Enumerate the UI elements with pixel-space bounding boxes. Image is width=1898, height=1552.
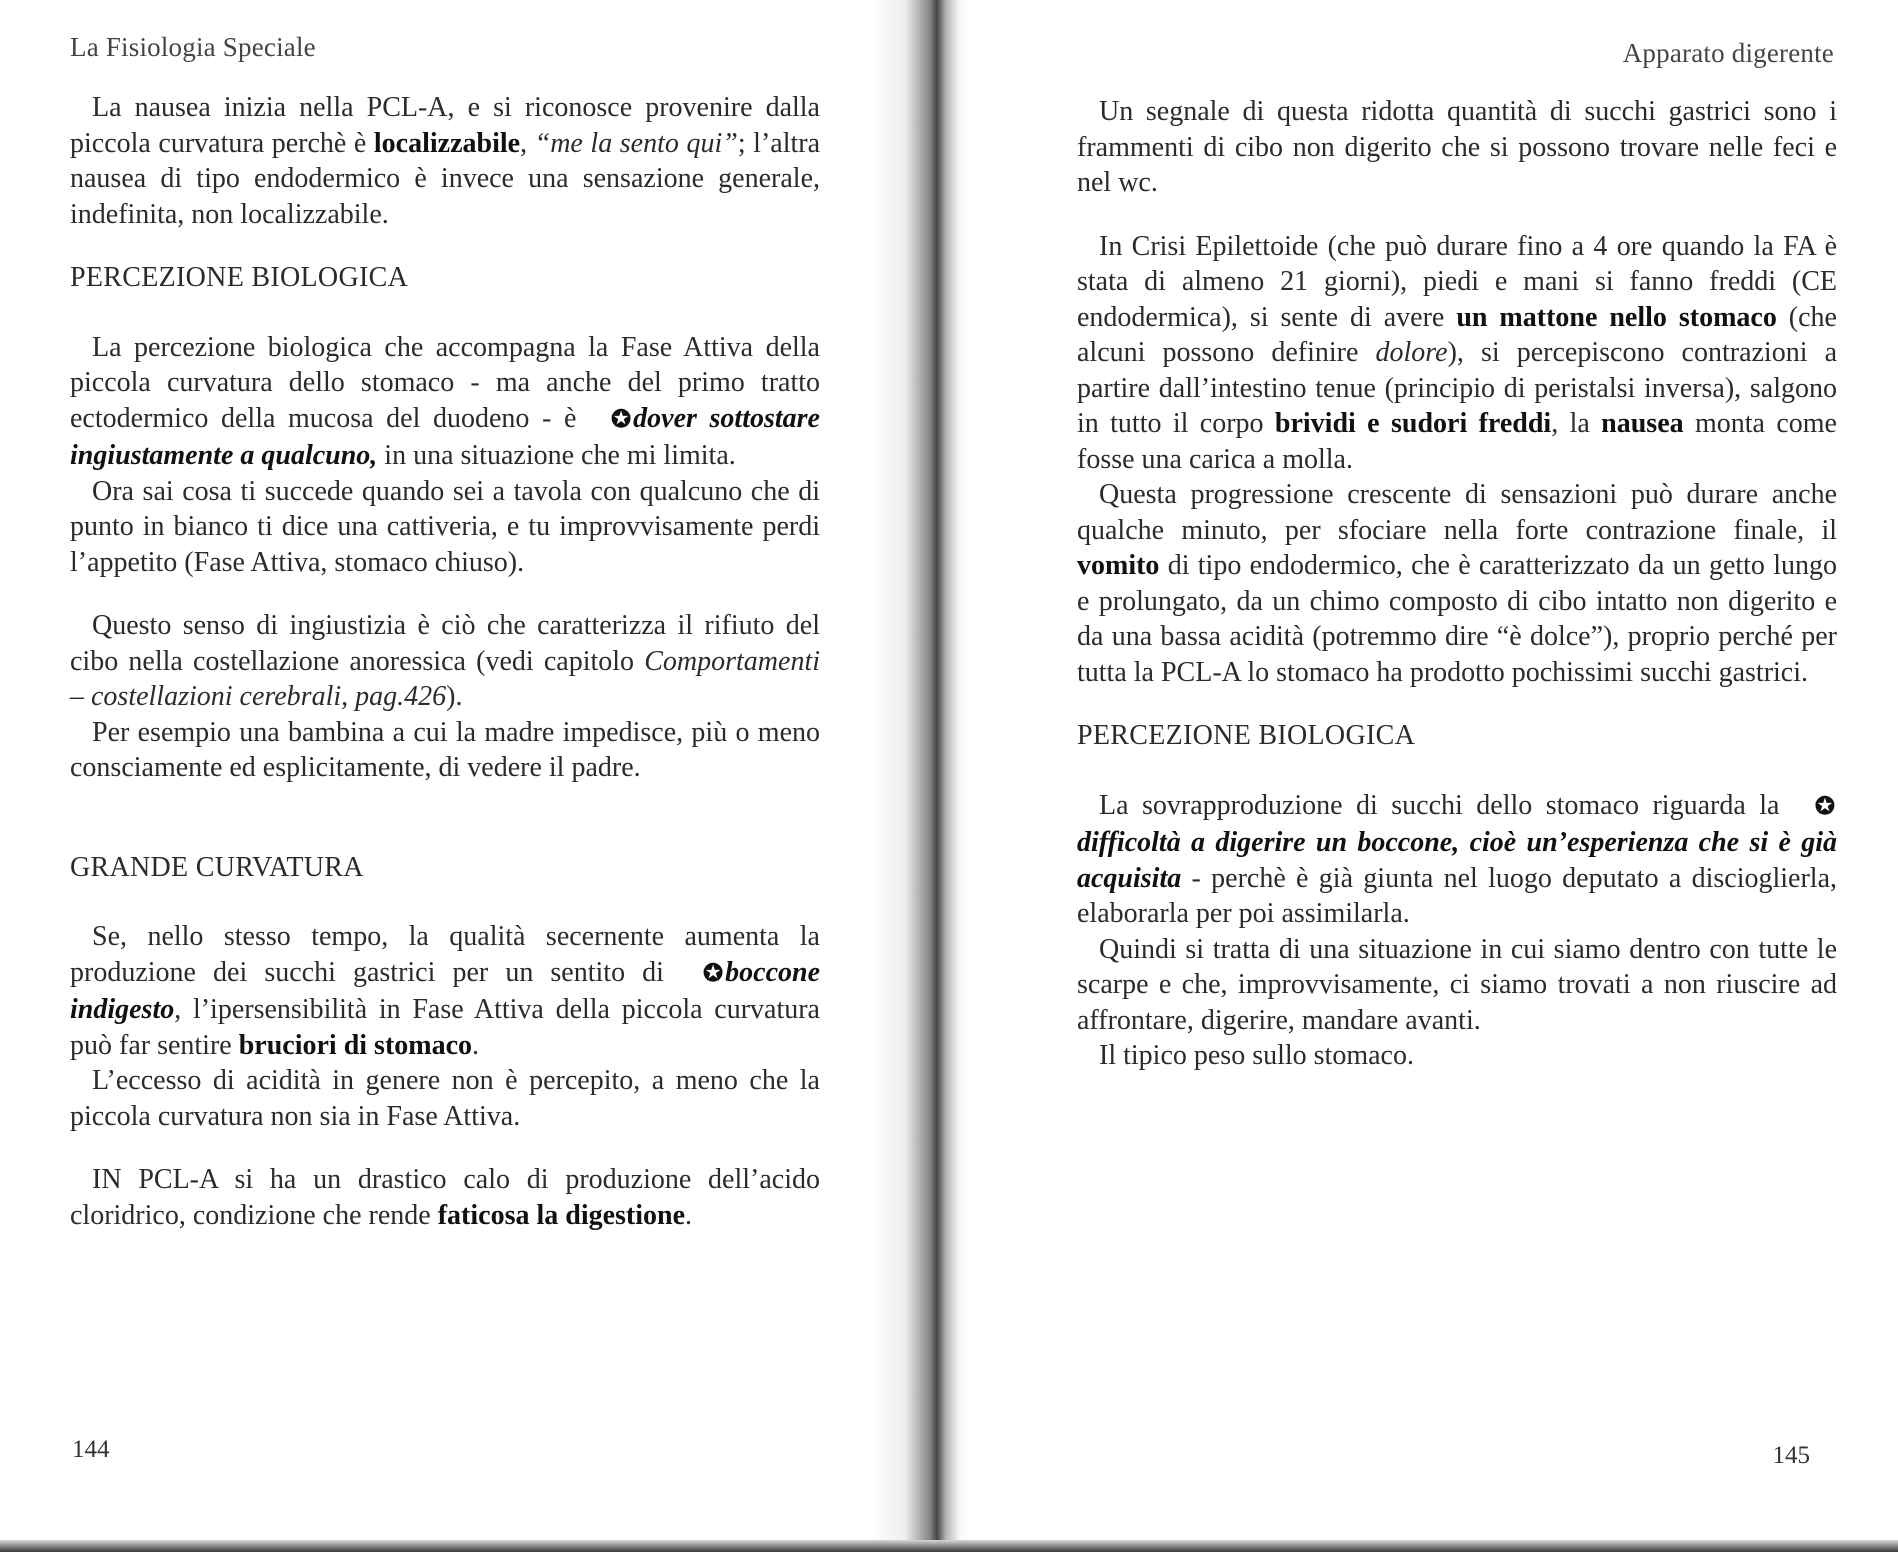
bold-term: brividi e sudori freddi (1274, 408, 1552, 439)
paragraph: La nausea inizia nella PCL-A, e si riconosce provenire dalla piccola curvatura perchè è localizzabile, “me la sento qui”; l’altra nausea di tipo endodermico è invece una sensazione generale, indefinita, non localizzabile. (70, 92, 821, 230)
paragraph: Questo senso di ingiustizia è ciò che caratterizza il rifiuto del cibo nella costellazione anoressica (vedi capitolo Comportamenti – costellazioni cerebrali, pag.426). (70, 610, 820, 712)
paragraph: IN PCL-A si ha un drastico calo di produzione dell’acido cloridrico, condizione che rende faticosa la digestione. (70, 1164, 820, 1231)
italic-reference: Comportamenti – costellazioni cerebrali, pag.426 (70, 645, 820, 712)
italic-term: dolore (1375, 337, 1448, 368)
running-head-right: Apparato digerente (1622, 38, 1834, 68)
star-marker-icon: ✪ (1814, 793, 1835, 820)
bold-italic-term: boccone indigesto (70, 956, 820, 1025)
bold-italic-term: difficoltà a digerire un boccone, cioè un’esperienza che si è già acquisita (1077, 827, 1837, 894)
bold-term: vomito (1077, 550, 1160, 581)
section-heading: GRANDE CURVATURA (70, 851, 364, 883)
paragraph: Questa progressione crescente di sensazioni può durare anche qualche minuto, per sfociare nella forte contrazione finale, il vomito di tipo endodermico, che è caratterizzato da un getto lungo e prolungato, da un chimo composto di cibo intatto non digerito e da una bassa acidità (potremmo dire “è dolce”), proprio perché per tutta la PCL-A lo stomaco ha prodotto pochissimi succhi gastrici. (1077, 479, 1837, 688)
bold-term: un mattone nello stomaco (1456, 301, 1777, 333)
running-head-left: La Fisiologia Speciale (70, 32, 316, 62)
bold-italic-term: dover sottostare ingiustamente a qualcuno, (70, 402, 820, 471)
bold-term: bruciori di stomaco (238, 1029, 473, 1061)
bold-term: faticosa la digestione (437, 1199, 686, 1231)
paragraph: Il tipico peso sullo stomaco. (1099, 1040, 1414, 1071)
paragraph: Ora sai cosa ti succede quando sei a tavola con qualcuno che di punto in bianco ti dice una cattiveria, e tu improvvisamente perdi l’appetito (Fase Attiva, stomaco chiuso). (70, 475, 820, 578)
star-marker-icon: ✪ (703, 960, 724, 987)
paragraph: In Crisi Epilettoide (che può durare fino a 4 ore quando la FA è stata di almeno 21 giorni), piedi e mani si fanno freddi (CE endodermica), si sente di avere un mattone nello stomaco (che alcuni possono definire dolore), si percepiscono contrazioni a partire dall’intestino tenue (principio di peristalsi inversa), salgono in tutto il corpo brividi e sudori freddi, la nausea monta come fosse una carica a molla. (1077, 230, 1837, 475)
section-heading: PERCEZIONE BIOLOGICA (70, 262, 409, 293)
star-marker-icon: ✪ (611, 406, 632, 433)
page-bottom-edge (0, 1540, 1898, 1552)
left-page-body (70, 90, 820, 1233)
paragraph: La percezione biologica che accompagna la Fase Attiva della piccola curvatura dello stomaco - ma anche del primo tratto ectodermico della mucosa del duodeno - è ✪dover sottostare ingiustamente a qualcuno, in una situazione che mi limita. (70, 331, 820, 471)
right-page-body (1077, 94, 1837, 1074)
paragraph: Quindi si tratta di una situazione in cui siamo dentro con tutte le scarpe e che, improvvisamente, ci siamo trovati a non riuscire ad affrontare, digerire, mandare avanti. (1077, 933, 1837, 1036)
paragraph: La sovrapproduzione di succhi dello stomaco riguarda la ✪difficoltà a digerire un boccone, cioè un’esperienza che si è già acquisita - perchè è già giunta nel luogo deputato a discioglierla, elaborarla per poi assimilarla. (1077, 789, 1837, 929)
paragraph: L’eccesso di acidità in genere non è percepito, a meno che la piccola curvatura non sia in Fase Attiva. (70, 1065, 820, 1132)
page-number-left: 144 (72, 1436, 110, 1463)
bold-term: nausea (1601, 408, 1684, 439)
left-page (0, 0, 920, 1552)
paragraph: Un segnale di questa ridotta quantità di succhi gastrici sono i frammenti di cibo non digerito che si possono trovare nelle feci e nel wc. (1077, 96, 1837, 198)
book-gutter-shadow (870, 0, 970, 1552)
page-number-right: 145 (1772, 1442, 1810, 1469)
italic-quote: “me la sento qui” (534, 127, 738, 159)
bold-term: localizzabile (373, 127, 521, 159)
paragraph: Se, nello stesso tempo, la qualità secernente aumenta la produzione dei succhi gastrici per un sentito di ✪boccone indigesto, l’ipersensibilità in Fase Attiva della piccola curvatura può far sentire bruciori di stomaco. (70, 921, 820, 1061)
paragraph: Per esempio una bambina a cui la madre impedisce, più o meno consciamente ed esplicitamente, di vedere il padre. (70, 716, 820, 783)
section-heading: PERCEZIONE BIOLOGICA (1077, 720, 1416, 751)
